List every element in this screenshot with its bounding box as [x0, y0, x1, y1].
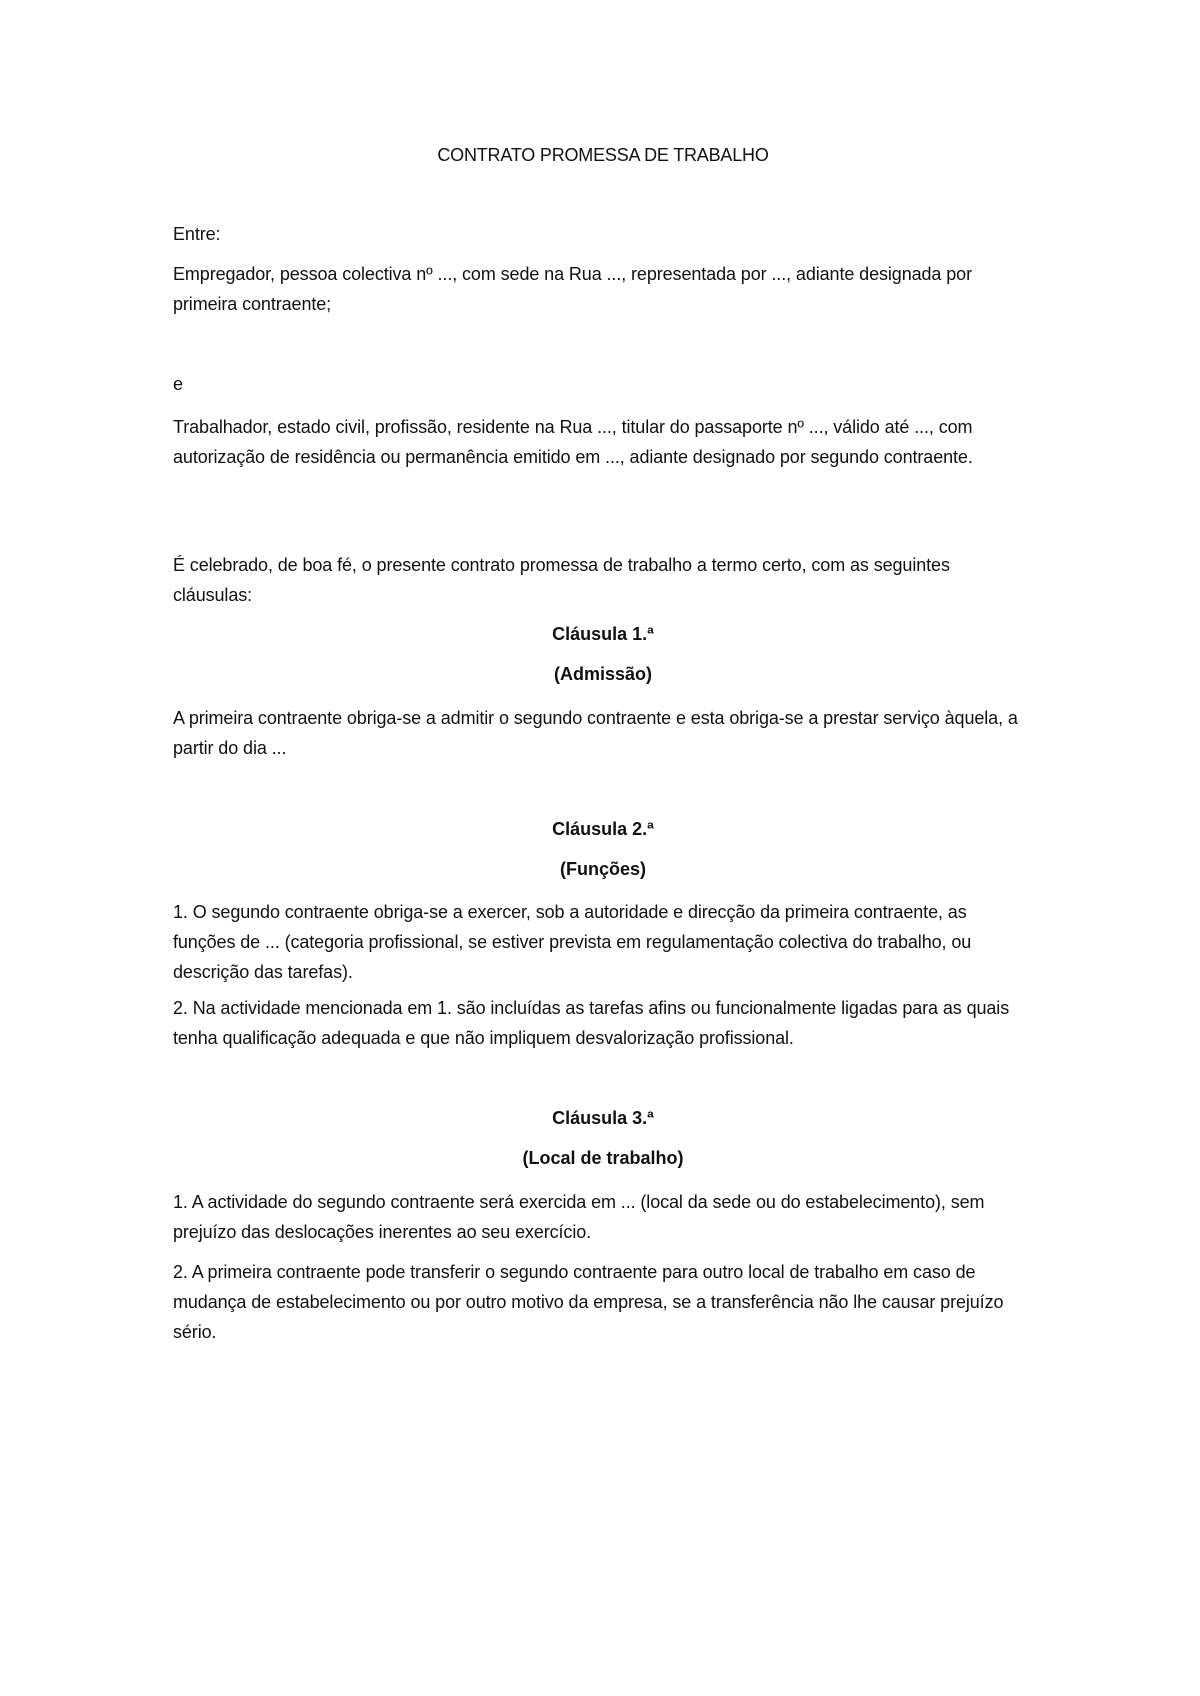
clause-2-number: Cláusula 2.ª: [552, 819, 654, 839]
clause-3-paragraph-2: 2. A primeira contraente pode transferir o segundo contraente para outro local de trabalho em caso de mudança de estabelecimento ou por outro motivo da empresa, se a transferência não lhe causar prejuízo sério.: [173, 1262, 1004, 1342]
clause-3-subtitle: (Local de trabalho): [522, 1148, 684, 1168]
worker-paragraph: Trabalhador, estado civil, profissão, residente na Rua ..., titular do passaporte nº ..., válido até ..., com autorização de residência ou permanência emitido em ..., adiante designado por segundo contraente.: [173, 417, 973, 467]
employer-paragraph: Empregador, pessoa colectiva nº ..., com sede na Rua ..., representada por ..., adiante designada por primeira contraente;: [173, 264, 972, 314]
clause-2-subtitle: (Funções): [559, 859, 646, 879]
parties-intro: Entre:: [173, 224, 221, 244]
document-page: [173, 0, 1033, 1696]
clause-1-paragraph-1: A primeira contraente obriga-se a admitir o segundo contraente e esta obriga-se a prestar serviço àquela, a partir do dia ...: [173, 708, 1018, 758]
clause-2-paragraph-1: 1. O segundo contraente obriga-se a exercer, sob a autoridade e direcção da primeira contraente, as funções de ... (categoria profissional, se estiver prevista em regulamentação colectiva do trabalho, ou descrição das tarefas).: [173, 902, 972, 982]
clause-2-paragraph-2: 2. Na actividade mencionada em 1. são incluídas as tarefas afins ou funcionalmente ligadas para as quais tenha qualificação adequada e que não impliquem desvalorização profissional.: [173, 998, 1010, 1048]
document-title: CONTRATO PROMESSA DE TRABALHO: [437, 145, 769, 165]
conjunction-e: e: [173, 374, 183, 394]
clause-1-subtitle: (Admissão): [553, 664, 652, 684]
contract-intro-paragraph: É celebrado, de boa fé, o presente contrato promessa de trabalho a termo certo, com as seguintes cláusulas:: [173, 555, 950, 605]
clause-3-paragraph-1: 1. A actividade do segundo contraente será exercida em ... (local da sede ou do estabelecimento), sem prejuízo das deslocações inerentes ao seu exercício.: [173, 1192, 985, 1242]
clause-3-number: Cláusula 3.ª: [552, 1108, 654, 1128]
clause-1-number: Cláusula 1.ª: [552, 624, 654, 644]
